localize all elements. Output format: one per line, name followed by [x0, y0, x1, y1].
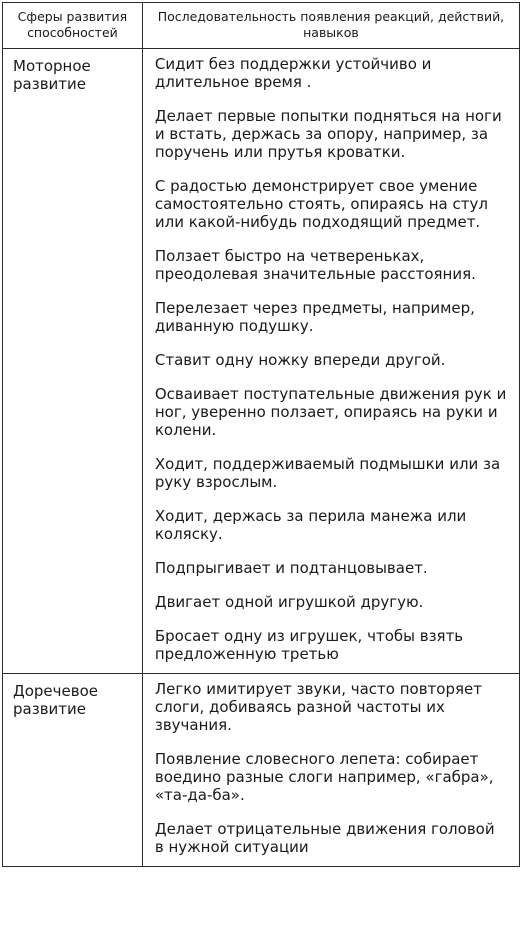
list-item: С радостью демонстрирует свое умение самостоятельно стоять, опираясь на стул или какой-нибудь подходящий предмет. — [154, 177, 488, 231]
list-item: Осваивает поступательные движения рук и ног, уверенно ползает, опираясь на руки и колени. — [154, 385, 507, 439]
table-row-prespeech — [3, 674, 520, 867]
list-item: Появление словесного лепета: собирает воедино разные слоги например, «габра», «та-да-ба». — [154, 750, 494, 804]
list-item: Сидит без поддержки устойчиво и длительное время . — [154, 55, 432, 91]
list-item: Ползает быстро на четвереньках, преодолевая значительные расстояния. — [154, 247, 476, 283]
development-table — [2, 2, 520, 867]
items-cell — [142, 674, 519, 867]
list-item: Делает первые попытки подняться на ноги и встать, держась за опору, например, за поручень или прутья кроватки. — [154, 107, 502, 161]
list-item: Ставит одну ножку впереди другой. — [154, 351, 446, 369]
list-item: Подпрыгивает и подтанцовывает. — [154, 559, 428, 577]
table-row-motor — [3, 49, 520, 674]
list-item: Двигает одной игрушкой другую. — [154, 593, 424, 611]
list-item: Легко имитирует звуки, часто повторяет слоги, добиваясь разной частоты их звучания. — [154, 680, 482, 734]
header-sequence: Последовательность появления реакций, действий, навыков — [142, 3, 519, 49]
list-item: Ходит, поддерживаемый подмышки или за руку взрослым. — [154, 455, 501, 491]
list-item: Бросает одну из игрушек, чтобы взять предложенную третью — [154, 627, 464, 663]
sphere-cell — [3, 674, 143, 867]
items-cell — [142, 49, 519, 674]
sphere-cell — [3, 49, 143, 674]
sphere-label: Доречевое развитие — [13, 682, 98, 718]
list-item: Ходит, держась за перила манежа или коляску. — [154, 507, 467, 543]
list-item: Перелезает через предметы, например, диванную подушку. — [154, 299, 475, 335]
table-header-row — [3, 3, 520, 49]
header-spheres: Сферы развития способностей — [3, 3, 143, 49]
list-item: Делает отрицательные движения головой в нужной ситуации — [154, 820, 495, 856]
sphere-label: Моторное развитие — [13, 57, 91, 93]
